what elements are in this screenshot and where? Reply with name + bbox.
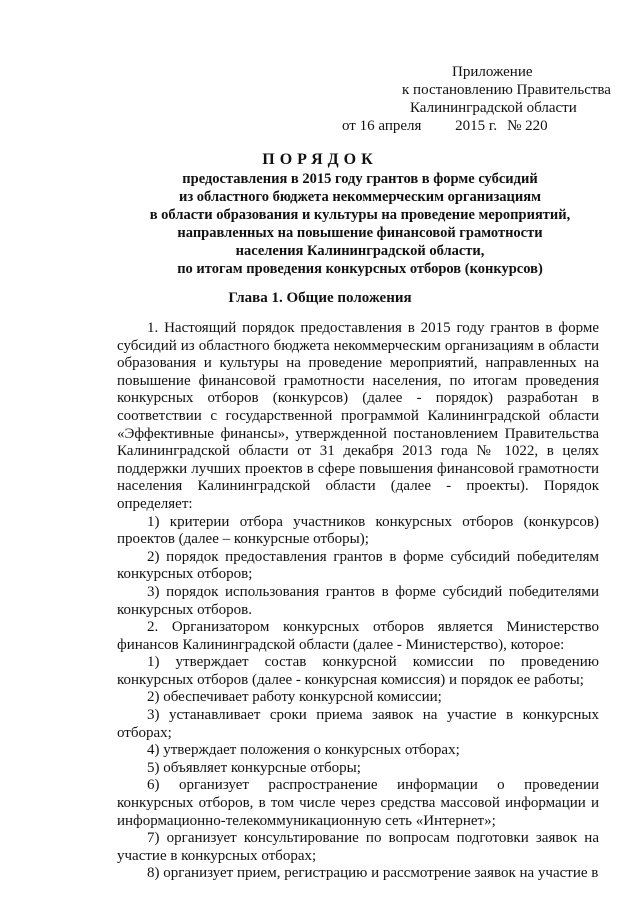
paragraph: 1. Настоящий порядок предоставления в 2015 году грантов в форме субсидий из областного бюджета некоммерческим организациям в области образования и культуры на проведение мероприятий, направленных на повышение финансовой грамотности населения, по итогам проведения конкурсных отборов (конкурсов) (далее - порядок) разработан в соответствии с государственной программой Калининградской области «Эффективные финансы», утвержденной постановлением Правительства Калининградской области от 31 декабря 2013 года № 1022, в целях поддержки лучших проектов в сфере повышения финансовой грамотности населения Калининградской области (далее - проекты). Порядок определяет:: [117, 320, 599, 512]
subtitle-line: населения Калининградской области,: [235, 243, 485, 259]
subtitle-line: по итогам проведения конкурсных отборов (конкурсов): [177, 261, 543, 277]
subtitle-line: в области образования и культуры на проведение мероприятий,: [149, 207, 571, 223]
paragraph: 4) утверждает положения о конкурсных отборах;: [147, 742, 460, 759]
paragraph: 6) организует распространение информации о проведении конкурсных отборов, в том числе через средства массовой информации и информационно-телекоммуникационную сеть «Интернет»;: [117, 777, 599, 829]
document-body: [117, 320, 599, 883]
paragraph: 2) обеспечивает работу конкурсной комиссии;: [147, 689, 442, 706]
paragraph: 5) объявляет конкурсные отборы;: [147, 759, 361, 776]
appendix-resolution: к постановлению Правительства: [402, 82, 611, 98]
appendix-date: от 16 апреля: [342, 118, 422, 134]
paragraph: 7) организует консультирование по вопросам подготовки заявок на участие в конкурсных отборах;: [117, 830, 599, 864]
paragraph: 2) порядок предоставления грантов в форме субсидий победителям конкурсных отборов;: [117, 548, 599, 583]
paragraph: 3) порядок использования грантов в форме субсидий победителями конкурсных отборов.: [117, 583, 599, 618]
paragraph: 3) устанавливает сроки приема заявок на участие в конкурсных отборах;: [117, 707, 599, 741]
paragraph: 8) организует прием, регистрацию и рассмотрение заявок на участие в: [147, 865, 599, 882]
paragraph: 1) утверждает состав конкурсной комиссии по проведению конкурсных отборов (далее - конкурсная комиссия) и порядок ее работы;: [117, 654, 599, 688]
subtitle-line: предоставления в 2015 году грантов в форме субсидий: [182, 171, 538, 187]
chapter-heading: Глава 1. Общие положения: [228, 290, 412, 306]
document-title: ПОРЯДОК: [262, 151, 378, 168]
appendix-number: № 220: [507, 118, 548, 134]
subtitle-line: из областного бюджета некоммерческим организациям: [179, 189, 541, 205]
appendix-date-line: [342, 117, 612, 135]
appendix-label: Приложение: [452, 64, 533, 80]
appendix-region: Калининградской области: [410, 100, 577, 116]
paragraph: 1) критерии отбора участников конкурсных отборов (конкурсов) проектов (далее – конкурсные отборы);: [117, 513, 599, 548]
document-subtitle: [110, 170, 610, 278]
appendix-header: [342, 63, 612, 135]
paragraph: 2. Организатором конкурсных отборов является Министерство финансов Калининградской области (далее - Министерство), которое:: [117, 619, 599, 653]
appendix-year: 2015 г.: [455, 118, 498, 134]
subtitle-line: направленных на повышение финансовой грамотности: [177, 225, 543, 241]
